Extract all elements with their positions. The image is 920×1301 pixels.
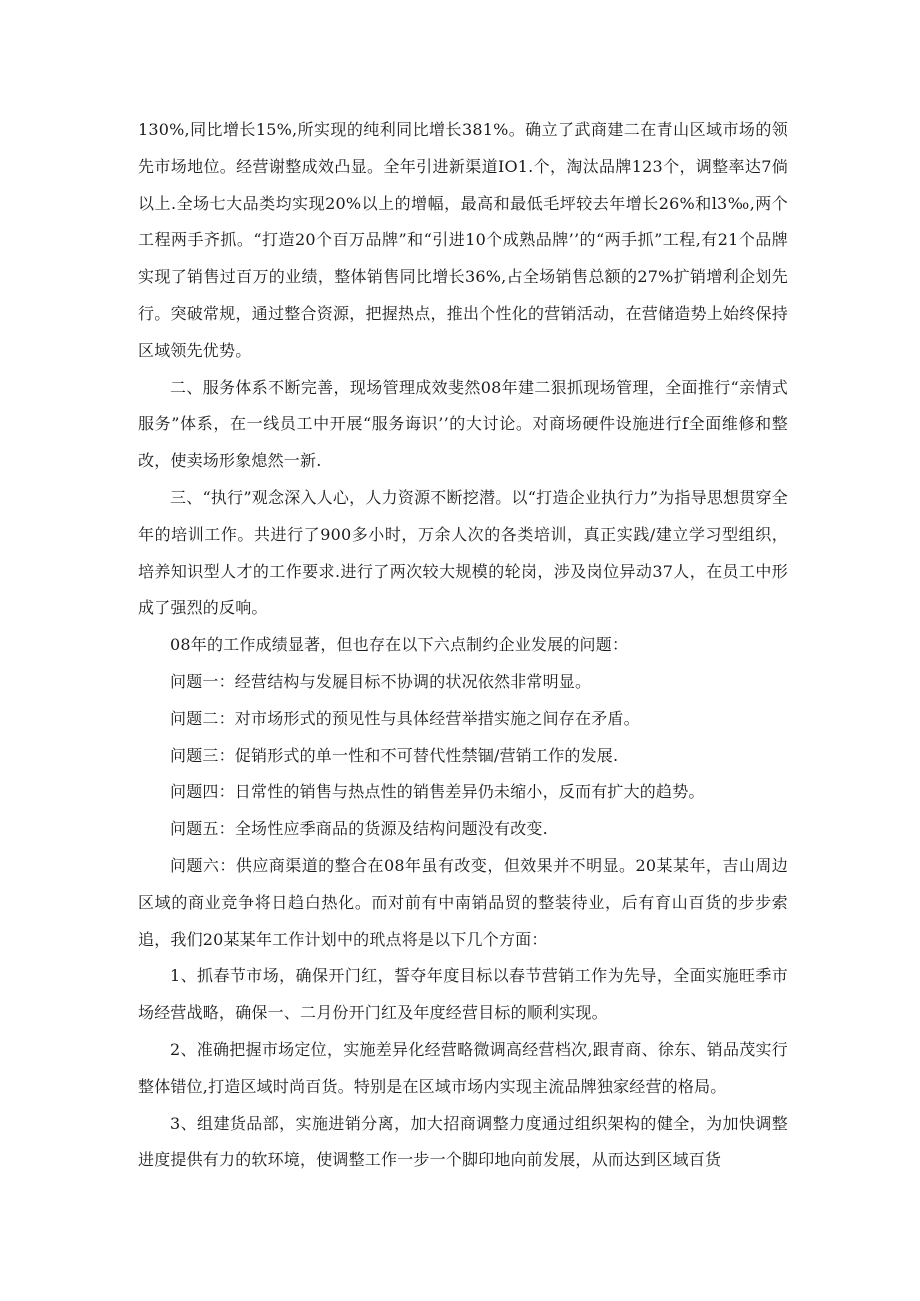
paragraph-plan-3: 3、组建货品部，实施进销分离，加大招商调整力度通过组织架构的健全，为加快调整进度提供有力的软环境，使调整工作一步一个脚印地向前发展，从而达到区域百货 [138,1113,788,1170]
document-page [138,112,788,1179]
paragraph-problem-5: 问题五：全场性应季商品的货源及结构问题没有改变. [170,819,548,839]
paragraph-problem-6: 问题六：供应商渠道的整合在08年虽有改变，但效果并不明显。20某某年，吉山周边区域的商业竞争将日趋白热化。而对前有中南销品贸的整装待业，后有育山百货的步步索追，我们20某某年工作计划中的玳点将是以下几个方面： [138,855,788,949]
paragraph-problem-2: 问题二：对市场形式的预见性与具体经营举措实施之间存在矛盾。 [170,708,640,728]
paragraph-problems-intro: 08年的工作成绩显著，但也存在以下六点制约企业发展的问题： [170,635,629,655]
paragraph-plan-1: 1、抓春节市场，确保开门红，誓夺年度目标以春节营销工作为先导，全面实施旺季市场经营战略，确保一、二月份开门红及年度经营目标的顺利实现。 [138,966,788,1023]
paragraph-plan-2: 2、准确把握市场定位，实施差异化经营略微调高经营档次,跟青商、徐东、销品茂实行整体错位,打造区域时尚百货。特别是在区域市场内实现主流品牌独家经营的格局。 [138,1039,788,1096]
paragraph-problem-4: 问题四：日常性的销售与热点性的销售差异仍未缩小，反而有扩大的趋势。 [170,782,705,802]
paragraph-problem-3: 问题三：促销形式的单一性和不可替代性禁锢/营销工作的发展. [170,745,619,765]
paragraph-service-system: 二、服务体系不断完善，现场管理成效斐然08年建二狠抓现场管理，全面推行“亲情式服务”体系，在一线员工中开展“服务诲识’’的大讨论。对商场硬件设施进行f全面维修和整改，使卖场形象熄然一新. [138,377,788,471]
paragraph-execution-concept: 三、“执行”观念深入人心，人力资源不断挖潜。以“打造企业执行力”为指导思想贯穿全年的培训工作。共进行了900多小时，万余人次的各类培训，真正实践/建立学习型组织，培养知识型人才的工作要求.进行了两次较大规模的轮岗，涉及岗位异动37人，在员工中形成了强烈的反响。 [138,487,788,618]
paragraph-intro-continuation: 130%,同比增长15%,所实现的纯利同比增长381%。确立了武商建二在青山区域市场的领先市场地位。经营谢整成效凸显。全年引进新渠道IO1.个，淘汰品牌123个，调整率达7倘以上.全场七大品类均实现20%以上的增幅，最高和最低毛坪较去年增长26%和l3‰,两个工程两手齐抓。“打造20个百万品牌”和“引进10个成熟品牌’’的“两手抓”工程,有21个品牌实现了销售过百万的业绩，整体销售同比增长36%,占全场销售总额的27%扩销增利企划先行。突破常规，通过整合资源，把握热点，推出个性化的营销活动，在营储造势上始终保持区域领先优势。 [138,120,788,360]
paragraph-problem-1: 问题一：经营结构与发屣目标不协调的状况依然非常明显。 [170,671,592,691]
